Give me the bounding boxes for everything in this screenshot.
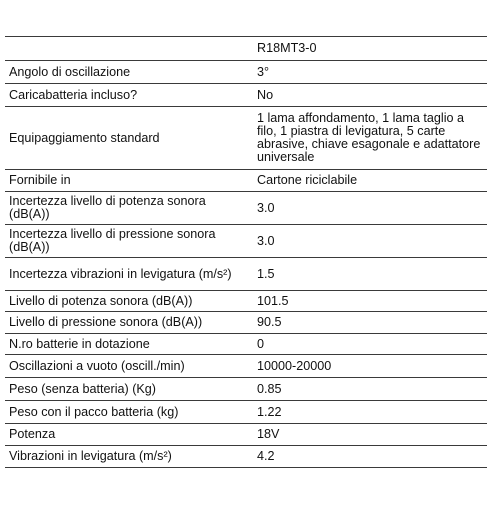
spec-label: Vibrazioni in levigatura (m/s²) xyxy=(5,446,249,468)
spec-label: Caricabatteria incluso? xyxy=(5,84,249,107)
spec-header-blank xyxy=(5,37,249,61)
spec-label: Peso con il pacco batteria (kg) xyxy=(5,401,249,424)
spec-row xyxy=(5,401,487,424)
spec-row xyxy=(5,334,487,355)
spec-value: Cartone riciclabile xyxy=(249,170,487,192)
spec-label: N.ro batterie in dotazione xyxy=(5,334,249,355)
spec-row xyxy=(5,446,487,468)
spec-table xyxy=(5,36,487,468)
spec-row xyxy=(5,107,487,170)
spec-label: Angolo di oscillazione xyxy=(5,61,249,84)
spec-label: Incertezza livello di potenza sonora (dB(A)) xyxy=(5,192,249,225)
spec-value: 1.22 xyxy=(249,401,487,424)
spec-row xyxy=(5,291,487,312)
spec-value: 101.5 xyxy=(249,291,487,312)
spec-value: 10000-20000 xyxy=(249,355,487,378)
spec-label: Livello di pressione sonora (dB(A)) xyxy=(5,312,249,334)
spec-value: 3° xyxy=(249,61,487,84)
spec-row xyxy=(5,61,487,84)
product-code: R18MT3-0 xyxy=(249,37,487,61)
spec-label: Potenza xyxy=(5,424,249,446)
spec-value: 1 lama affondamento, 1 lama taglio a filo, 1 piastra di levigatura, 5 carte abrasive, chiave esagonale e adattatore universale xyxy=(249,107,487,170)
spec-row xyxy=(5,84,487,107)
spec-value: 0.85 xyxy=(249,378,487,401)
spec-value: 3.0 xyxy=(249,225,487,258)
spec-row xyxy=(5,170,487,192)
spec-label: Livello di potenza sonora (dB(A)) xyxy=(5,291,249,312)
spec-value: No xyxy=(249,84,487,107)
spec-row xyxy=(5,378,487,401)
spec-row xyxy=(5,355,487,378)
spec-value: 3.0 xyxy=(249,192,487,225)
spec-value: 90.5 xyxy=(249,312,487,334)
spec-label: Incertezza vibrazioni in levigatura (m/s²) xyxy=(5,258,249,291)
spec-row xyxy=(5,424,487,446)
spec-row xyxy=(5,225,487,258)
spec-row xyxy=(5,258,487,291)
spec-value: 1.5 xyxy=(249,258,487,291)
spec-label: Oscillazioni a vuoto (oscill./min) xyxy=(5,355,249,378)
spec-row xyxy=(5,192,487,225)
spec-header-row xyxy=(5,37,487,61)
spec-label: Equipaggiamento standard xyxy=(5,107,249,170)
spec-value: 4.2 xyxy=(249,446,487,468)
spec-label: Peso (senza batteria) (Kg) xyxy=(5,378,249,401)
spec-value: 18V xyxy=(249,424,487,446)
spec-label: Fornibile in xyxy=(5,170,249,192)
spec-row xyxy=(5,312,487,334)
spec-value: 0 xyxy=(249,334,487,355)
spec-label: Incertezza livello di pressione sonora (dB(A)) xyxy=(5,225,249,258)
